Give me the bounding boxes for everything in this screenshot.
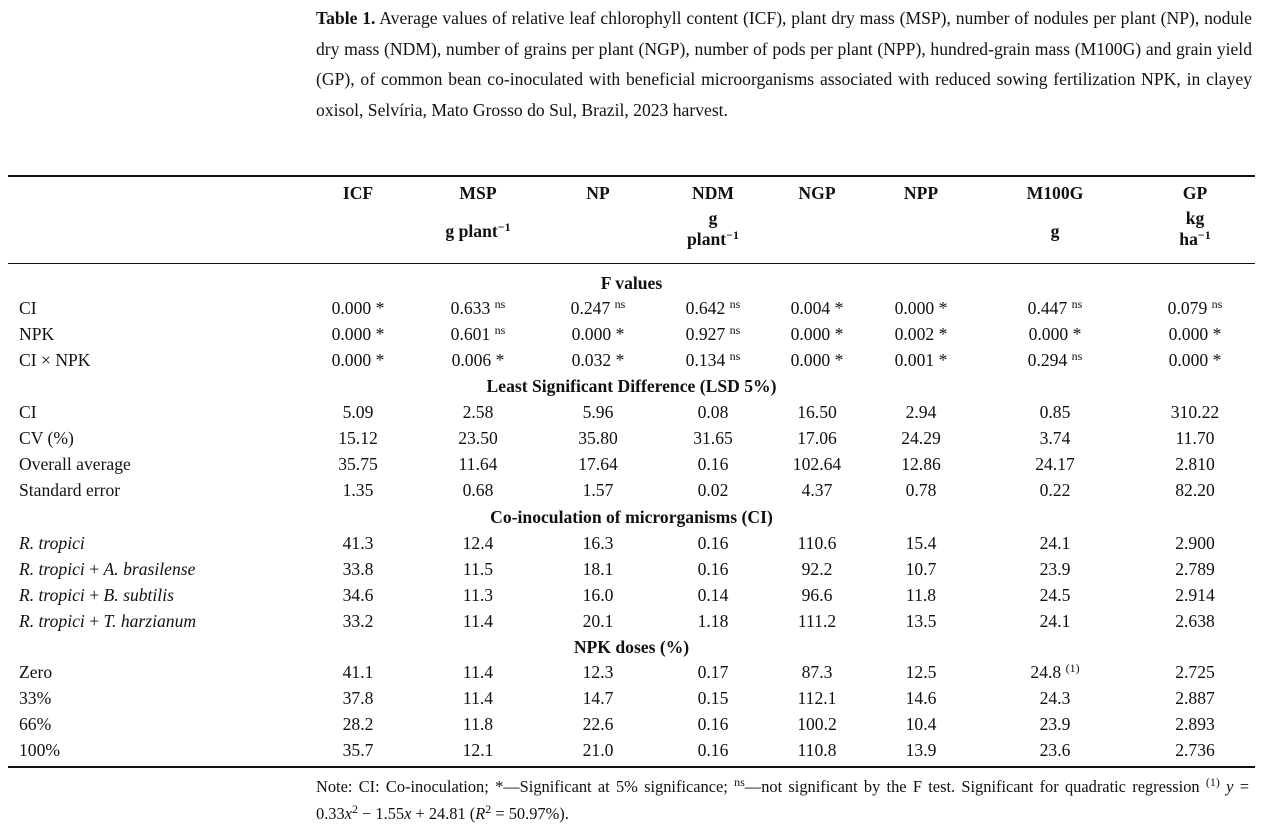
table-cell: 100.2 bbox=[797, 714, 837, 734]
row-label: R. tropici + B. subtilis bbox=[19, 585, 174, 605]
table-cell: 0.22 bbox=[1039, 480, 1071, 500]
table-cell: 112.1 bbox=[797, 688, 837, 708]
column-header-msp: MSP g plant$^{-1}$ bbox=[445, 183, 511, 241]
table-cell: 1.18 bbox=[697, 611, 729, 631]
table-cell: 102.64 bbox=[792, 454, 842, 474]
table-cell: 12.4 bbox=[462, 533, 494, 553]
table-cell: 14.6 bbox=[905, 688, 937, 708]
table-cell: 2.638 bbox=[1175, 611, 1215, 631]
table-cell: 24.8 $^{(1)}$ bbox=[1030, 661, 1080, 682]
table-cell: 11.8 bbox=[462, 714, 494, 734]
table-bottom-rule bbox=[8, 766, 1255, 768]
table-cell: 0.000 * bbox=[1028, 324, 1082, 344]
table-cell: 0.001 * bbox=[894, 350, 948, 370]
table-cell: 24.3 bbox=[1039, 688, 1071, 708]
table-cell: 0.633 $^{ns}$ bbox=[450, 297, 506, 318]
table-cell: 14.7 bbox=[582, 688, 614, 708]
table-cell: 34.6 bbox=[342, 585, 374, 605]
table-cell: 35.80 bbox=[578, 428, 618, 448]
table-cell: 11.4 bbox=[462, 611, 494, 631]
table-cell: 23.50 bbox=[458, 428, 498, 448]
table-cell: 33.2 bbox=[342, 611, 374, 631]
table-cell: 35.7 bbox=[342, 740, 374, 760]
column-header-ngp: NGP bbox=[798, 183, 836, 203]
table-cell: 110.6 bbox=[797, 533, 837, 553]
table-cell: 11.8 bbox=[905, 585, 937, 605]
table-cell: 2.58 bbox=[462, 402, 494, 422]
table-cell: 11.64 bbox=[458, 454, 498, 474]
table-cell: 0.000 * bbox=[1168, 350, 1222, 370]
table-cell: 23.6 bbox=[1039, 740, 1071, 760]
table-cell: 0.85 bbox=[1039, 402, 1071, 422]
table-cell: 0.004 * bbox=[790, 298, 844, 318]
table-cell: 0.642 $^{ns}$ bbox=[685, 297, 741, 318]
table-cell: 0.08 bbox=[697, 402, 729, 422]
column-header-icf: ICF bbox=[342, 183, 374, 203]
table-cell: 11.70 bbox=[1175, 428, 1215, 448]
table-cell: 24.17 bbox=[1035, 454, 1075, 474]
table-caption-text: Average values of relative leaf chlorophyll content (ICF), plant dry mass (MSP), number of nodules per plant (NP), nodule dry mass (NDM), number of grains per plant (NGP), number of pods per plant (NPP), hundred-grain mass (M100G) and grain yield (GP), of common bean co-inoculated with beneficial microorganisms associated with reduced sowing fertilization NPK, in clayey oxisol, Selvíria, Mato Grosso do Sul, Brazil, 2023 harvest. bbox=[316, 8, 1252, 120]
table-cell: 0.17 bbox=[697, 662, 729, 682]
table-cell: 87.3 bbox=[801, 662, 833, 682]
row-label: CI × NPK bbox=[19, 350, 91, 370]
table-note: Note: CI: Co-inoculation; *—Significant at 5% significance; $^{ns}$—not significant by the F test. Significant for quadratic regression $^{(1)}$ $y = 0.33x^2 - 1.55x + 24.81$ $(R^2 = 50.97\%)$. bbox=[316, 775, 1249, 823]
table-cell: 110.8 bbox=[797, 740, 837, 760]
table-cell: 0.447 $^{ns}$ bbox=[1027, 297, 1083, 318]
table-cell: 0.006 * bbox=[451, 350, 505, 370]
row-label: R. tropici + A. brasilense bbox=[19, 559, 196, 579]
table-cell: 0.000 * bbox=[571, 324, 625, 344]
table-cell: 0.15 bbox=[697, 688, 729, 708]
table-cell: 16.50 bbox=[797, 402, 837, 422]
table-cell: 24.29 bbox=[901, 428, 941, 448]
column-header-npp: NPP bbox=[903, 183, 939, 203]
table-cell: 16.3 bbox=[582, 533, 614, 553]
row-label: Overall average bbox=[19, 454, 131, 474]
table-cell: 2.789 bbox=[1175, 559, 1215, 579]
section-ci: Co-inoculation of microrganisms (CI) bbox=[490, 507, 773, 527]
row-label: CI bbox=[19, 298, 37, 318]
table-cell: 0.000 * bbox=[1168, 324, 1222, 344]
table-cell: 0.16 bbox=[697, 740, 729, 760]
section-lsd: Least Significant Difference (LSD 5%) bbox=[486, 376, 777, 396]
table-cell: 13.5 bbox=[905, 611, 937, 631]
table-cell: 2.887 bbox=[1175, 688, 1215, 708]
table-cell: 41.1 bbox=[342, 662, 374, 682]
column-header-m100g: M100G g bbox=[1026, 183, 1084, 241]
table-cell: 3.74 bbox=[1039, 428, 1071, 448]
table-cell: 33.8 bbox=[342, 559, 374, 579]
table-cell: 10.4 bbox=[905, 714, 937, 734]
table-cell: 13.9 bbox=[905, 740, 937, 760]
table-cell: 0.927 $^{ns}$ bbox=[685, 323, 741, 344]
table-cell: 82.20 bbox=[1175, 480, 1215, 500]
table-cell: 11.4 bbox=[462, 662, 494, 682]
table-cell: 11.3 bbox=[462, 585, 494, 605]
table-cell: 0.000 * bbox=[331, 350, 385, 370]
table-cell: 16.0 bbox=[582, 585, 614, 605]
table-cell: 23.9 bbox=[1039, 714, 1071, 734]
table-cell: 12.3 bbox=[582, 662, 614, 682]
table-cell: 17.64 bbox=[578, 454, 618, 474]
table-cell: 0.02 bbox=[697, 480, 729, 500]
table-cell: 5.96 bbox=[582, 402, 614, 422]
table-cell: 92.2 bbox=[801, 559, 833, 579]
table-cell: 20.1 bbox=[582, 611, 614, 631]
table-cell: 1.57 bbox=[582, 480, 614, 500]
table-cell: 0.16 bbox=[697, 454, 729, 474]
table-cell: 2.94 bbox=[905, 402, 937, 422]
table-cell: 2.736 bbox=[1175, 740, 1215, 760]
table-cell: 0.294 $^{ns}$ bbox=[1027, 349, 1083, 370]
table-cell: 1.35 bbox=[342, 480, 374, 500]
table-cell: 15.12 bbox=[338, 428, 378, 448]
table-caption-label: Table 1. bbox=[316, 8, 376, 28]
table-cell: 0.601 $^{ns}$ bbox=[450, 323, 506, 344]
table-cell: 12.5 bbox=[905, 662, 937, 682]
table-cell: 35.75 bbox=[338, 454, 378, 474]
table-cell: 0.16 bbox=[697, 533, 729, 553]
table-cell: 28.2 bbox=[342, 714, 374, 734]
table-cell: 2.900 bbox=[1175, 533, 1215, 553]
table-cell: 0.032 * bbox=[571, 350, 625, 370]
table-cell: 24.5 bbox=[1039, 585, 1071, 605]
table-cell: 12.1 bbox=[462, 740, 494, 760]
table-cell: 5.09 bbox=[342, 402, 374, 422]
row-label: 100% bbox=[19, 740, 61, 760]
row-label: CI bbox=[19, 402, 37, 422]
row-label: CV (%) bbox=[19, 428, 74, 448]
table-cell: 0.134 $^{ns}$ bbox=[685, 349, 741, 370]
table-cell: 23.9 bbox=[1039, 559, 1071, 579]
table-top-rule bbox=[8, 175, 1255, 177]
table-cell: 0.14 bbox=[697, 585, 729, 605]
table-cell: 12.86 bbox=[901, 454, 941, 474]
table-cell: 37.8 bbox=[342, 688, 374, 708]
row-label: 33% bbox=[19, 688, 52, 708]
row-label: 66% bbox=[19, 714, 52, 734]
table-cell: 0.68 bbox=[462, 480, 494, 500]
table-cell: 0.000 * bbox=[894, 298, 948, 318]
table-cell: 0.16 bbox=[697, 559, 729, 579]
table-cell: 2.914 bbox=[1175, 585, 1215, 605]
table-cell: 0.247 $^{ns}$ bbox=[570, 297, 626, 318]
table-cell: 111.2 bbox=[797, 611, 837, 631]
table-cell: 0.000 * bbox=[331, 298, 385, 318]
table-cell: 31.65 bbox=[693, 428, 733, 448]
column-header-np: NP bbox=[586, 183, 610, 203]
table-cell: 0.16 bbox=[697, 714, 729, 734]
table-cell: 0.079 $^{ns}$ bbox=[1167, 297, 1223, 318]
table-cell: 310.22 bbox=[1170, 402, 1220, 422]
table-cell: 11.4 bbox=[462, 688, 494, 708]
table-cell: 24.1 bbox=[1039, 611, 1071, 631]
table-cell: 2.893 bbox=[1175, 714, 1215, 734]
table-cell: 2.725 bbox=[1175, 662, 1215, 682]
table-cell: 22.6 bbox=[582, 714, 614, 734]
table-cell: 10.7 bbox=[905, 559, 937, 579]
section-npk: NPK doses (%) bbox=[573, 637, 690, 657]
table-cell: 0.000 * bbox=[790, 350, 844, 370]
row-label: Zero bbox=[19, 662, 53, 682]
table-cell: 4.37 bbox=[801, 480, 833, 500]
table-cell: 15.4 bbox=[905, 533, 937, 553]
table-cell: 18.1 bbox=[582, 559, 614, 579]
table-header-rule bbox=[8, 263, 1255, 264]
row-label: NPK bbox=[19, 324, 55, 344]
table-cell: 17.06 bbox=[797, 428, 837, 448]
table-cell: 0.000 * bbox=[331, 324, 385, 344]
table-cell: 24.1 bbox=[1039, 533, 1071, 553]
table-cell: 0.002 * bbox=[894, 324, 948, 344]
table-cell: 2.810 bbox=[1175, 454, 1215, 474]
table-cell: 11.5 bbox=[462, 559, 494, 579]
table-cell: 0.000 * bbox=[790, 324, 844, 344]
row-label: R. tropici + T. harzianum bbox=[19, 611, 197, 631]
table-cell: 41.3 bbox=[342, 533, 374, 553]
table-caption bbox=[316, 3, 1252, 125]
column-header-gp: GP kg $ha^{-1}$ bbox=[1179, 183, 1211, 249]
row-label: R. tropici bbox=[19, 533, 85, 553]
section-f_values: F values bbox=[600, 273, 663, 293]
table-cell: 0.78 bbox=[905, 480, 937, 500]
column-header-ndm: NDM g plant$^{-1}$ bbox=[687, 183, 739, 249]
row-label: Standard error bbox=[19, 480, 121, 500]
table-cell: 21.0 bbox=[582, 740, 614, 760]
table-cell: 96.6 bbox=[801, 585, 833, 605]
